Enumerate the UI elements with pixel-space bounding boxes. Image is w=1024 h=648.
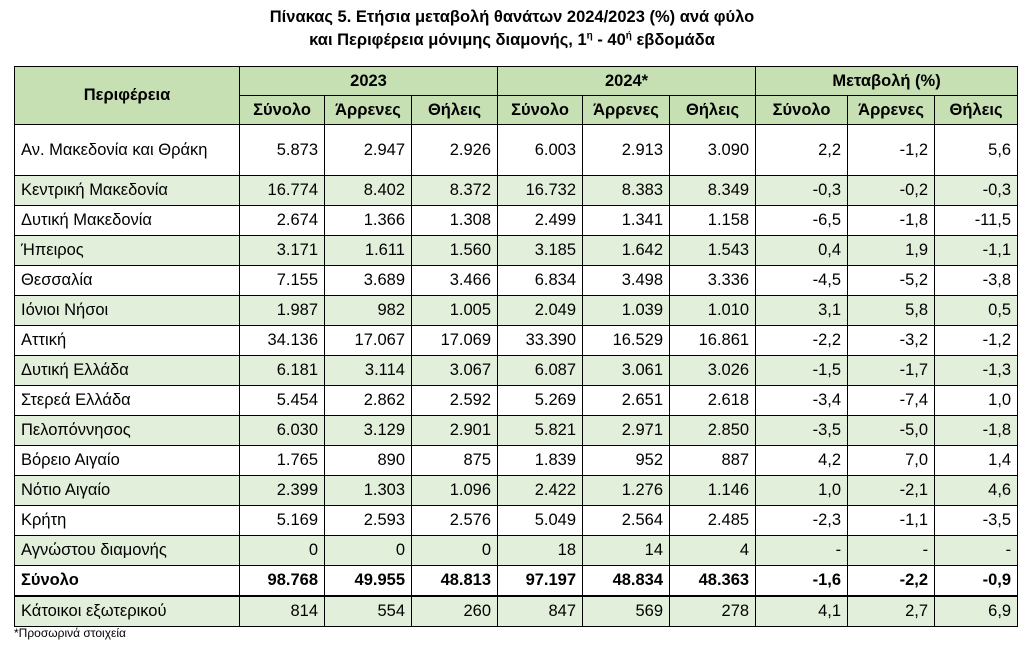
value-cell: 6.181 <box>240 356 325 386</box>
subheader-cell: Θήλεις <box>670 96 756 125</box>
header-group-2023: 2023 <box>240 67 498 96</box>
table-row <box>15 596 1018 627</box>
value-cell: -5,0 <box>848 416 935 446</box>
value-cell: 8.372 <box>412 176 498 206</box>
value-cell: 0,4 <box>756 236 848 266</box>
value-cell: 2.674 <box>240 206 325 236</box>
value-cell: 5,8 <box>848 296 935 326</box>
deaths-table <box>14 66 1018 627</box>
value-cell: 3.171 <box>240 236 325 266</box>
table-row <box>15 506 1018 536</box>
value-cell: -1,3 <box>935 356 1018 386</box>
region-cell: Δυτική Ελλάδα <box>15 356 240 386</box>
value-cell: 48.363 <box>670 566 756 597</box>
value-cell: 48.834 <box>583 566 670 597</box>
region-cell: Βόρειο Αιγαίο <box>15 446 240 476</box>
subheader-cell: Θήλεις <box>935 96 1018 125</box>
value-cell: 1.276 <box>583 476 670 506</box>
value-cell: 17.069 <box>412 326 498 356</box>
value-cell: 2.593 <box>325 506 412 536</box>
subheader-cell: Σύνολο <box>240 96 325 125</box>
value-cell: -2,3 <box>756 506 848 536</box>
subheader-cell: Άρρενες <box>325 96 412 125</box>
value-cell: -1,2 <box>848 125 935 176</box>
value-cell: 2.485 <box>670 506 756 536</box>
value-cell: 4,6 <box>935 476 1018 506</box>
value-cell: - <box>935 536 1018 566</box>
subheader-cell: Άρρενες <box>848 96 935 125</box>
value-cell: 5.454 <box>240 386 325 416</box>
value-cell: 2.947 <box>325 125 412 176</box>
subheader-cell: Άρρενες <box>583 96 670 125</box>
value-cell: 6.087 <box>498 356 583 386</box>
value-cell: 7,0 <box>848 446 935 476</box>
table-row <box>15 446 1018 476</box>
table-row <box>15 566 1018 597</box>
value-cell: 1.303 <box>325 476 412 506</box>
value-cell: 1.158 <box>670 206 756 236</box>
region-cell: Κεντρική Μακεδονία <box>15 176 240 206</box>
value-cell: 2.926 <box>412 125 498 176</box>
subheader-cell: Θήλεις <box>412 96 498 125</box>
value-cell: 8.349 <box>670 176 756 206</box>
value-cell: 2,7 <box>848 596 935 627</box>
value-cell: 1.146 <box>670 476 756 506</box>
region-cell: Δυτική Μακεδονία <box>15 206 240 236</box>
value-cell: 875 <box>412 446 498 476</box>
region-cell: Στερεά Ελλάδα <box>15 386 240 416</box>
value-cell: 5.169 <box>240 506 325 536</box>
value-cell: 3.067 <box>412 356 498 386</box>
header-region: Περιφέρεια <box>15 67 240 125</box>
value-cell: 890 <box>325 446 412 476</box>
value-cell: 8.402 <box>325 176 412 206</box>
value-cell: 98.768 <box>240 566 325 597</box>
table-row <box>15 296 1018 326</box>
value-cell: 17.067 <box>325 326 412 356</box>
header-group-change: Μεταβολή (%) <box>756 67 1018 96</box>
value-cell: -1,1 <box>935 236 1018 266</box>
value-cell: 1.987 <box>240 296 325 326</box>
value-cell: -2,2 <box>756 326 848 356</box>
value-cell: 0 <box>240 536 325 566</box>
value-cell: 2.618 <box>670 386 756 416</box>
value-cell: 1.543 <box>670 236 756 266</box>
subheader-cell: Σύνολο <box>756 96 848 125</box>
value-cell: 8.383 <box>583 176 670 206</box>
value-cell: 3.185 <box>498 236 583 266</box>
value-cell: 1,4 <box>935 446 1018 476</box>
value-cell: 887 <box>670 446 756 476</box>
value-cell: 0 <box>412 536 498 566</box>
region-cell: Νότιο Αιγαίο <box>15 476 240 506</box>
value-cell: 3.090 <box>670 125 756 176</box>
value-cell: 2.901 <box>412 416 498 446</box>
value-cell: 952 <box>583 446 670 476</box>
value-cell: 1.839 <box>498 446 583 476</box>
table-row <box>15 416 1018 446</box>
table-row <box>15 536 1018 566</box>
table-title <box>0 6 1024 52</box>
value-cell: 49.955 <box>325 566 412 597</box>
value-cell: 6.003 <box>498 125 583 176</box>
value-cell: 3.129 <box>325 416 412 446</box>
value-cell: -2,1 <box>848 476 935 506</box>
region-cell: Αγνώστου διαμονής <box>15 536 240 566</box>
value-cell: 1.010 <box>670 296 756 326</box>
value-cell: -3,2 <box>848 326 935 356</box>
value-cell: 6,9 <box>935 596 1018 627</box>
value-cell: 2.592 <box>412 386 498 416</box>
value-cell: 1.366 <box>325 206 412 236</box>
value-cell: 4 <box>670 536 756 566</box>
value-cell: 5,6 <box>935 125 1018 176</box>
value-cell: 14 <box>583 536 670 566</box>
table-row <box>15 206 1018 236</box>
value-cell: 34.136 <box>240 326 325 356</box>
value-cell: 2.576 <box>412 506 498 536</box>
value-cell: -1,1 <box>848 506 935 536</box>
header-group-2024: 2024* <box>498 67 756 96</box>
region-cell: Κάτοικοι εξωτερικού <box>15 596 240 627</box>
value-cell: 1,0 <box>756 476 848 506</box>
value-cell: -0,9 <box>935 566 1018 597</box>
footnote: *Προσωρινά στοιχεία <box>14 626 126 640</box>
value-cell: 278 <box>670 596 756 627</box>
title-line-1: Πίνακας 5. Ετήσια μεταβολή θανάτων 2024/2023 (%) ανά φύλο <box>269 8 755 26</box>
value-cell: 4,1 <box>756 596 848 627</box>
value-cell: 569 <box>583 596 670 627</box>
value-cell: -0,3 <box>935 176 1018 206</box>
value-cell: 2.651 <box>583 386 670 416</box>
table-row <box>15 356 1018 386</box>
value-cell: 1,9 <box>848 236 935 266</box>
value-cell: 5.873 <box>240 125 325 176</box>
value-cell: -1,7 <box>848 356 935 386</box>
value-cell: 48.813 <box>412 566 498 597</box>
value-cell: -11,5 <box>935 206 1018 236</box>
title-line-2: και Περιφέρεια μόνιμης διαμονής, $1^\eta - 40^ή$ εβδομάδα <box>309 30 715 49</box>
value-cell: 3.114 <box>325 356 412 386</box>
value-cell: 5.049 <box>498 506 583 536</box>
value-cell: 16.732 <box>498 176 583 206</box>
value-cell: -4,5 <box>756 266 848 296</box>
value-cell: -3,4 <box>756 386 848 416</box>
region-cell: Αν. Μακεδονία και Θράκη <box>15 125 240 176</box>
value-cell: - <box>756 536 848 566</box>
value-cell: 982 <box>325 296 412 326</box>
value-cell: 814 <box>240 596 325 627</box>
region-cell: Σύνολο <box>15 566 240 597</box>
value-cell: -1,8 <box>935 416 1018 446</box>
value-cell: 0,5 <box>935 296 1018 326</box>
value-cell: 4,2 <box>756 446 848 476</box>
value-cell: 33.390 <box>498 326 583 356</box>
region-cell: Ήπειρος <box>15 236 240 266</box>
value-cell: -1,8 <box>848 206 935 236</box>
value-cell: 3.061 <box>583 356 670 386</box>
value-cell: -1,5 <box>756 356 848 386</box>
region-cell: Αττική <box>15 326 240 356</box>
value-cell: 2,2 <box>756 125 848 176</box>
table-row <box>15 326 1018 356</box>
value-cell: 1.039 <box>583 296 670 326</box>
value-cell: 3.026 <box>670 356 756 386</box>
value-cell: 16.529 <box>583 326 670 356</box>
value-cell: 847 <box>498 596 583 627</box>
value-cell: -3,5 <box>756 416 848 446</box>
value-cell: 3.689 <box>325 266 412 296</box>
value-cell: 1.005 <box>412 296 498 326</box>
value-cell: 0 <box>325 536 412 566</box>
value-cell: 1.341 <box>583 206 670 236</box>
value-cell: -6,5 <box>756 206 848 236</box>
table-row <box>15 236 1018 266</box>
value-cell: - <box>848 536 935 566</box>
value-cell: 1.560 <box>412 236 498 266</box>
value-cell: 2.049 <box>498 296 583 326</box>
region-cell: Πελοπόννησος <box>15 416 240 446</box>
subheader-cell: Σύνολο <box>498 96 583 125</box>
value-cell: 2.971 <box>583 416 670 446</box>
value-cell: -1,6 <box>756 566 848 597</box>
value-cell: 16.774 <box>240 176 325 206</box>
table-row <box>15 266 1018 296</box>
value-cell: 2.850 <box>670 416 756 446</box>
table-row <box>15 386 1018 416</box>
value-cell: -7,4 <box>848 386 935 416</box>
value-cell: 2.499 <box>498 206 583 236</box>
table-row <box>15 125 1018 176</box>
value-cell: 1.611 <box>325 236 412 266</box>
value-cell: 3.466 <box>412 266 498 296</box>
value-cell: 1.308 <box>412 206 498 236</box>
value-cell: -0,2 <box>848 176 935 206</box>
table-row <box>15 176 1018 206</box>
value-cell: 3.336 <box>670 266 756 296</box>
value-cell: -3,8 <box>935 266 1018 296</box>
value-cell: 2.564 <box>583 506 670 536</box>
value-cell: 5.821 <box>498 416 583 446</box>
value-cell: 260 <box>412 596 498 627</box>
value-cell: -3,5 <box>935 506 1018 536</box>
value-cell: 6.030 <box>240 416 325 446</box>
value-cell: 3.498 <box>583 266 670 296</box>
value-cell: 6.834 <box>498 266 583 296</box>
value-cell: 2.422 <box>498 476 583 506</box>
value-cell: 1.765 <box>240 446 325 476</box>
value-cell: 2.913 <box>583 125 670 176</box>
value-cell: 3,1 <box>756 296 848 326</box>
value-cell: -0,3 <box>756 176 848 206</box>
region-cell: Θεσσαλία <box>15 266 240 296</box>
value-cell: 1.642 <box>583 236 670 266</box>
value-cell: 18 <box>498 536 583 566</box>
value-cell: 16.861 <box>670 326 756 356</box>
value-cell: -2,2 <box>848 566 935 597</box>
value-cell: -1,2 <box>935 326 1018 356</box>
region-cell: Ιόνιοι Νήσοι <box>15 296 240 326</box>
value-cell: 554 <box>325 596 412 627</box>
value-cell: 97.197 <box>498 566 583 597</box>
table-row <box>15 476 1018 506</box>
value-cell: 7.155 <box>240 266 325 296</box>
value-cell: 5.269 <box>498 386 583 416</box>
value-cell: -5,2 <box>848 266 935 296</box>
value-cell: 1,0 <box>935 386 1018 416</box>
region-cell: Κρήτη <box>15 506 240 536</box>
value-cell: 2.862 <box>325 386 412 416</box>
value-cell: 1.096 <box>412 476 498 506</box>
value-cell: 2.399 <box>240 476 325 506</box>
